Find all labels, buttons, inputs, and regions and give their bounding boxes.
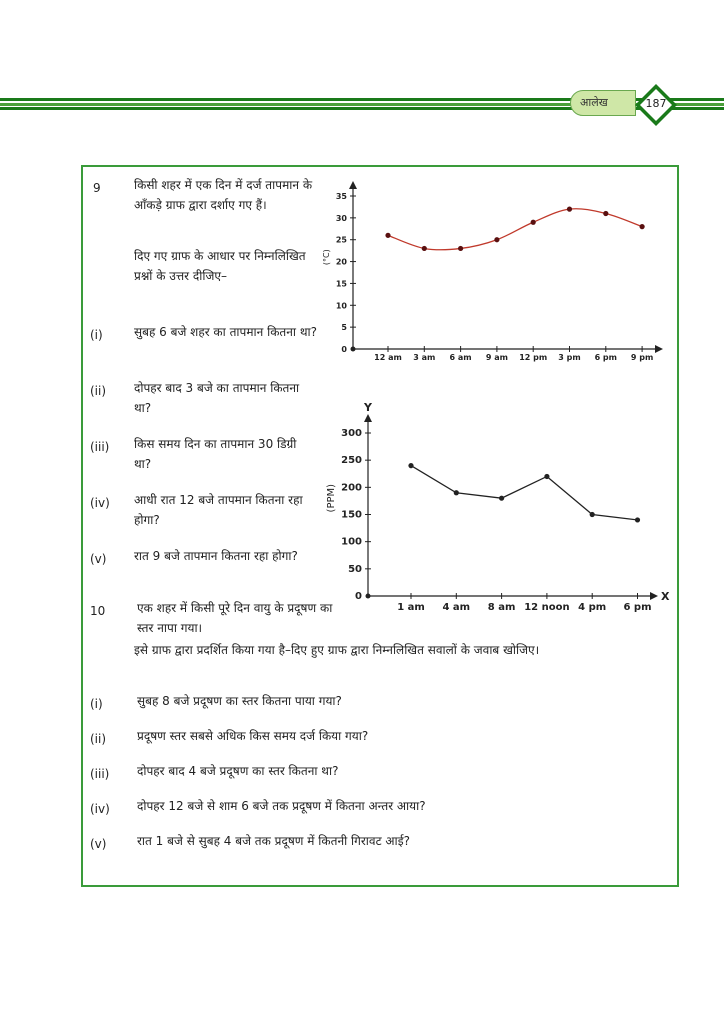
y-tick-label: 25 bbox=[335, 235, 347, 245]
data-point bbox=[544, 474, 549, 479]
q9-v-text: रात 9 बजे तापमान कितना रहा होगा? bbox=[134, 549, 298, 563]
data-point bbox=[494, 237, 499, 242]
x-tick-label: 12 pm bbox=[519, 353, 548, 362]
q10-i-label: (i) bbox=[90, 697, 103, 711]
y-tick-label: 5 bbox=[341, 323, 347, 333]
x-tick-label: 3 pm bbox=[558, 353, 581, 362]
y-axis-arrow bbox=[349, 181, 357, 189]
data-point bbox=[458, 246, 463, 251]
data-point bbox=[603, 211, 608, 216]
data-point bbox=[640, 224, 645, 229]
q10-iii-label: (iii) bbox=[90, 767, 110, 781]
q9-instruction: दिए गए ग्राफ के आधार पर निम्नलिखित प्रश्नों के उत्तर दीजिए– bbox=[134, 249, 306, 283]
y-tick-label: 50 bbox=[348, 563, 362, 575]
x-tick-label: 9 pm bbox=[630, 353, 654, 362]
y-tick-label: 100 bbox=[341, 536, 362, 548]
data-point bbox=[454, 490, 459, 495]
pollution-chart bbox=[318, 390, 678, 630]
q10-i-text: सुबह 8 बजे प्रदूषण का स्तर कितना पाया गया? bbox=[137, 694, 342, 708]
q9-i-text: सुबह 6 बजे शहर का तापमान कितना था? bbox=[134, 325, 317, 339]
y-tick-label: 20 bbox=[335, 257, 347, 267]
data-point bbox=[531, 220, 536, 225]
data-point bbox=[408, 463, 413, 468]
origin-dot bbox=[351, 347, 356, 352]
data-point bbox=[590, 512, 595, 517]
x-tick-label: 6 pm bbox=[623, 602, 652, 613]
y-axis-arrow bbox=[364, 414, 372, 422]
q9-i-label: (i) bbox=[90, 328, 103, 342]
q10-iv-text: दोपहर 12 बजे से शाम 6 बजे तक प्रदूषण में कितना अन्तर आया? bbox=[137, 799, 426, 813]
y-tick-label: 0 bbox=[341, 345, 347, 354]
x-tick-label: 6 am bbox=[449, 353, 472, 362]
data-point bbox=[567, 207, 572, 212]
origin-dot bbox=[366, 594, 371, 599]
q10-intro: एक शहर में किसी पूरे दिन वायु के प्रदूषण का स्तर नापा गया। bbox=[137, 601, 333, 635]
y-tick-label: 15 bbox=[335, 279, 347, 289]
q10-ii-text: प्रदूषण स्तर सबसे अधिक किस समय दर्ज किया गया? bbox=[137, 729, 369, 743]
chapter-label: आलेख bbox=[580, 96, 608, 109]
y-tick-label: 250 bbox=[341, 455, 362, 467]
x-axis-arrow bbox=[655, 345, 663, 353]
data-point bbox=[385, 233, 390, 238]
x-tick-label: 9 am bbox=[485, 353, 508, 362]
x-tick-label: 12 am bbox=[374, 353, 402, 362]
y-tick-label: 10 bbox=[335, 301, 347, 311]
y-axis-label: (°C) bbox=[322, 249, 331, 266]
q9-ii-text: दोपहर बाद 3 बजे का तापमान कितना था? bbox=[134, 381, 300, 415]
y-tick-label: 150 bbox=[341, 509, 362, 521]
x-tick-label: 8 am bbox=[487, 602, 516, 613]
q10-v-label: (v) bbox=[90, 837, 107, 851]
y-axis-letter: Y bbox=[364, 401, 372, 414]
q9-intro: किसी शहर में एक दिन में दर्ज तापमान के आँकड़े ग्राफ द्वारा दर्शाए गए हैं। bbox=[134, 178, 313, 212]
series-line bbox=[411, 466, 638, 520]
q9-iii-label: (iii) bbox=[90, 440, 110, 454]
q10-ii-label: (ii) bbox=[90, 732, 107, 746]
data-point bbox=[635, 517, 640, 522]
q9-v-label: (v) bbox=[90, 552, 107, 566]
q9-iv-text: आधी रात 12 बजे तापमान कितना रहा होगा? bbox=[134, 493, 303, 527]
page-number: 187 bbox=[645, 97, 667, 110]
data-point bbox=[499, 496, 504, 501]
q9-number: 9 bbox=[93, 181, 101, 195]
x-tick-label: 3 am bbox=[413, 353, 436, 362]
q10-number: 10 bbox=[90, 604, 106, 618]
q10-iv-label: (iv) bbox=[90, 802, 110, 816]
y-tick-label: 300 bbox=[341, 428, 362, 439]
x-tick-label: 1 am bbox=[397, 602, 425, 613]
q9-ii-label: (ii) bbox=[90, 384, 107, 398]
y-tick-label: 30 bbox=[335, 213, 347, 223]
y-tick-label: 35 bbox=[335, 192, 347, 201]
x-tick-label: 4 pm bbox=[578, 602, 607, 613]
x-axis-letter: X bbox=[661, 590, 670, 603]
q10-v-text: रात 1 बजे से सुबह 4 बजे तक प्रदूषण में कितनी गिरावट आई? bbox=[137, 834, 410, 848]
data-point bbox=[422, 246, 427, 251]
y-tick-label: 0 bbox=[355, 591, 362, 602]
x-tick-label: 4 am bbox=[442, 602, 471, 613]
x-tick-label: 12 noon bbox=[524, 602, 570, 613]
y-axis-label: (PPM) bbox=[326, 483, 337, 513]
q10-iii-text: दोपहर बाद 4 बजे प्रदूषण का स्तर कितना था? bbox=[137, 764, 339, 778]
x-axis-arrow bbox=[650, 592, 658, 600]
q9-iii-text: किस समय दिन का तापमान 30 डिग्री था? bbox=[134, 437, 297, 471]
y-tick-label: 200 bbox=[341, 482, 362, 494]
temperature-chart bbox=[318, 180, 668, 380]
x-tick-label: 6 pm bbox=[594, 353, 618, 362]
q9-iv-label: (iv) bbox=[90, 496, 110, 510]
q10-intro-cont: इसे ग्राफ द्वारा प्रदर्शित किया गया है–दिए हुए ग्राफ द्वारा निम्नलिखित सवालों के जवाब खोजिए। bbox=[134, 643, 540, 657]
